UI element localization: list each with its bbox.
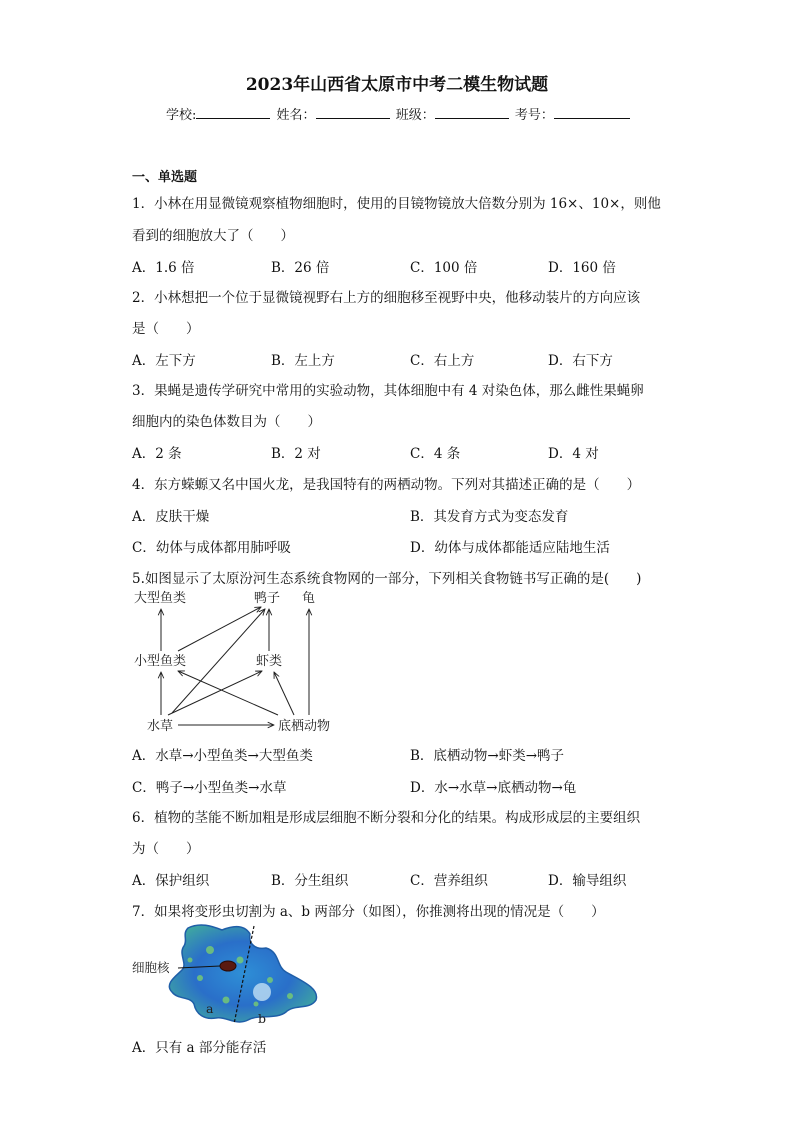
question-1-line-2: 看到的细胞放大了（ ） <box>132 228 294 244</box>
q2-option-b: B．左上方 <box>271 353 335 369</box>
q5-option-a: A．水草→小型鱼类→大型鱼类 <box>132 748 313 764</box>
question-5-line-1: 5.如图显示了太原汾河生态系统食物网的一部分，下列相关食物链书写正确的是( ) <box>132 571 642 587</box>
question-2-line-2: 是（ ） <box>132 321 200 337</box>
class-blank <box>435 104 509 119</box>
q5-option-b: B．底栖动物→虾类→鸭子 <box>410 748 565 764</box>
question-6-line-1: 6．植物的茎能不断加粗是形成层细胞不断分裂和分化的结果。构成形成层的主要组织 <box>132 810 641 826</box>
question-1-line-1: 1．小林在用显微镜观察植物细胞时，使用的目镜物镜放大倍数分别为 16×、10×，则他 <box>132 196 661 212</box>
q1-option-a: A．1.6 倍 <box>132 260 195 276</box>
school-label: 学校: <box>166 108 197 123</box>
q6-option-a: A．保护组织 <box>132 873 210 889</box>
q3-option-c: C．4 条 <box>410 446 461 462</box>
nucleus <box>220 961 236 971</box>
q4-option-c: C．幼体与成体都用肺呼吸 <box>132 540 291 556</box>
q2-option-c: C．右上方 <box>410 353 475 369</box>
q4-option-a: A．皮肤干燥 <box>132 509 210 525</box>
node-duck: 鸭子 <box>254 591 281 606</box>
q4-option-b: B．其发育方式为变态发育 <box>410 509 569 525</box>
node-water-grass: 水草 <box>147 719 174 734</box>
amoeba-figure <box>130 920 330 1030</box>
nucleus-label: 细胞核 <box>132 960 170 975</box>
section-heading: 一、单选题 <box>132 170 198 185</box>
food-web-diagram <box>128 585 348 740</box>
question-7-line-1: 7．如果将变形虫切割为 a、b 两部分（如图），你推测将出现的情况是（ ） <box>132 904 605 920</box>
amoeba-body <box>169 925 316 1022</box>
student-info-line <box>166 104 632 123</box>
part-a-label: a <box>206 1001 214 1016</box>
arrow-benthic-smallfish <box>178 671 278 715</box>
contractile-vacuole <box>253 983 271 1001</box>
name-label: 姓名： <box>276 108 316 123</box>
q6-option-c: C．营养组织 <box>410 873 488 889</box>
q6-option-b: B．分生组织 <box>271 873 349 889</box>
q1-option-b: B．26 倍 <box>271 260 330 276</box>
class-label: 班级： <box>395 108 435 123</box>
node-benthic: 底栖动物 <box>278 719 331 734</box>
node-small-fish: 小型鱼类 <box>134 654 187 669</box>
q6-option-d: D．输导组织 <box>548 873 627 889</box>
node-turtle: 龟 <box>302 591 316 606</box>
school-blank <box>196 104 270 119</box>
q1-option-d: D．160 倍 <box>548 260 616 276</box>
q1-option-c: C．100 倍 <box>410 260 478 276</box>
q2-option-d: D．右下方 <box>548 353 613 369</box>
question-4-line-1: 4．东方蝾螈又名中国火龙，是我国特有的两栖动物。下列对其描述正确的是（ ） <box>132 477 641 493</box>
arrow-benthic-shrimp <box>274 672 294 715</box>
q5-option-c: C．鸭子→小型鱼类→水草 <box>132 780 287 796</box>
question-6-line-2: 为（ ） <box>132 841 200 857</box>
question-3-line-1: 3．果蝇是遗传学研究中常用的实验动物，其体细胞中有 4 对染色体，那么雌性果蝇卵 <box>132 383 644 399</box>
arrow-smallfish-duck <box>178 607 261 651</box>
q4-option-d: D．幼体与成体都能适应陆地生活 <box>410 540 610 556</box>
q5-option-d: D．水→水草→底栖动物→龟 <box>410 780 577 796</box>
q3-option-d: D．4 对 <box>548 446 599 462</box>
node-shrimp: 虾类 <box>256 654 283 669</box>
question-3-line-2: 细胞内的染色体数目为（ ） <box>132 414 321 430</box>
name-blank <box>316 104 390 119</box>
node-big-fish: 大型鱼类 <box>134 591 187 606</box>
q7-option-a: A．只有 a 部分能存活 <box>132 1040 267 1056</box>
arrow-grass-shrimp <box>168 671 262 715</box>
q2-option-a: A．左下方 <box>132 353 196 369</box>
exam-no-blank <box>554 104 630 119</box>
exam-no-label: 考号： <box>514 108 554 123</box>
question-2-line-1: 2．小林想把一个位于显微镜视野右上方的细胞移至视野中央，他移动装片的方向应该 <box>132 290 641 306</box>
page-title: 2023年山西省太原市中考二模生物试题 <box>245 75 549 95</box>
part-b-label: b <box>258 1011 267 1026</box>
q3-option-a: A．2 条 <box>132 446 182 462</box>
q3-option-b: B．2 对 <box>271 446 321 462</box>
